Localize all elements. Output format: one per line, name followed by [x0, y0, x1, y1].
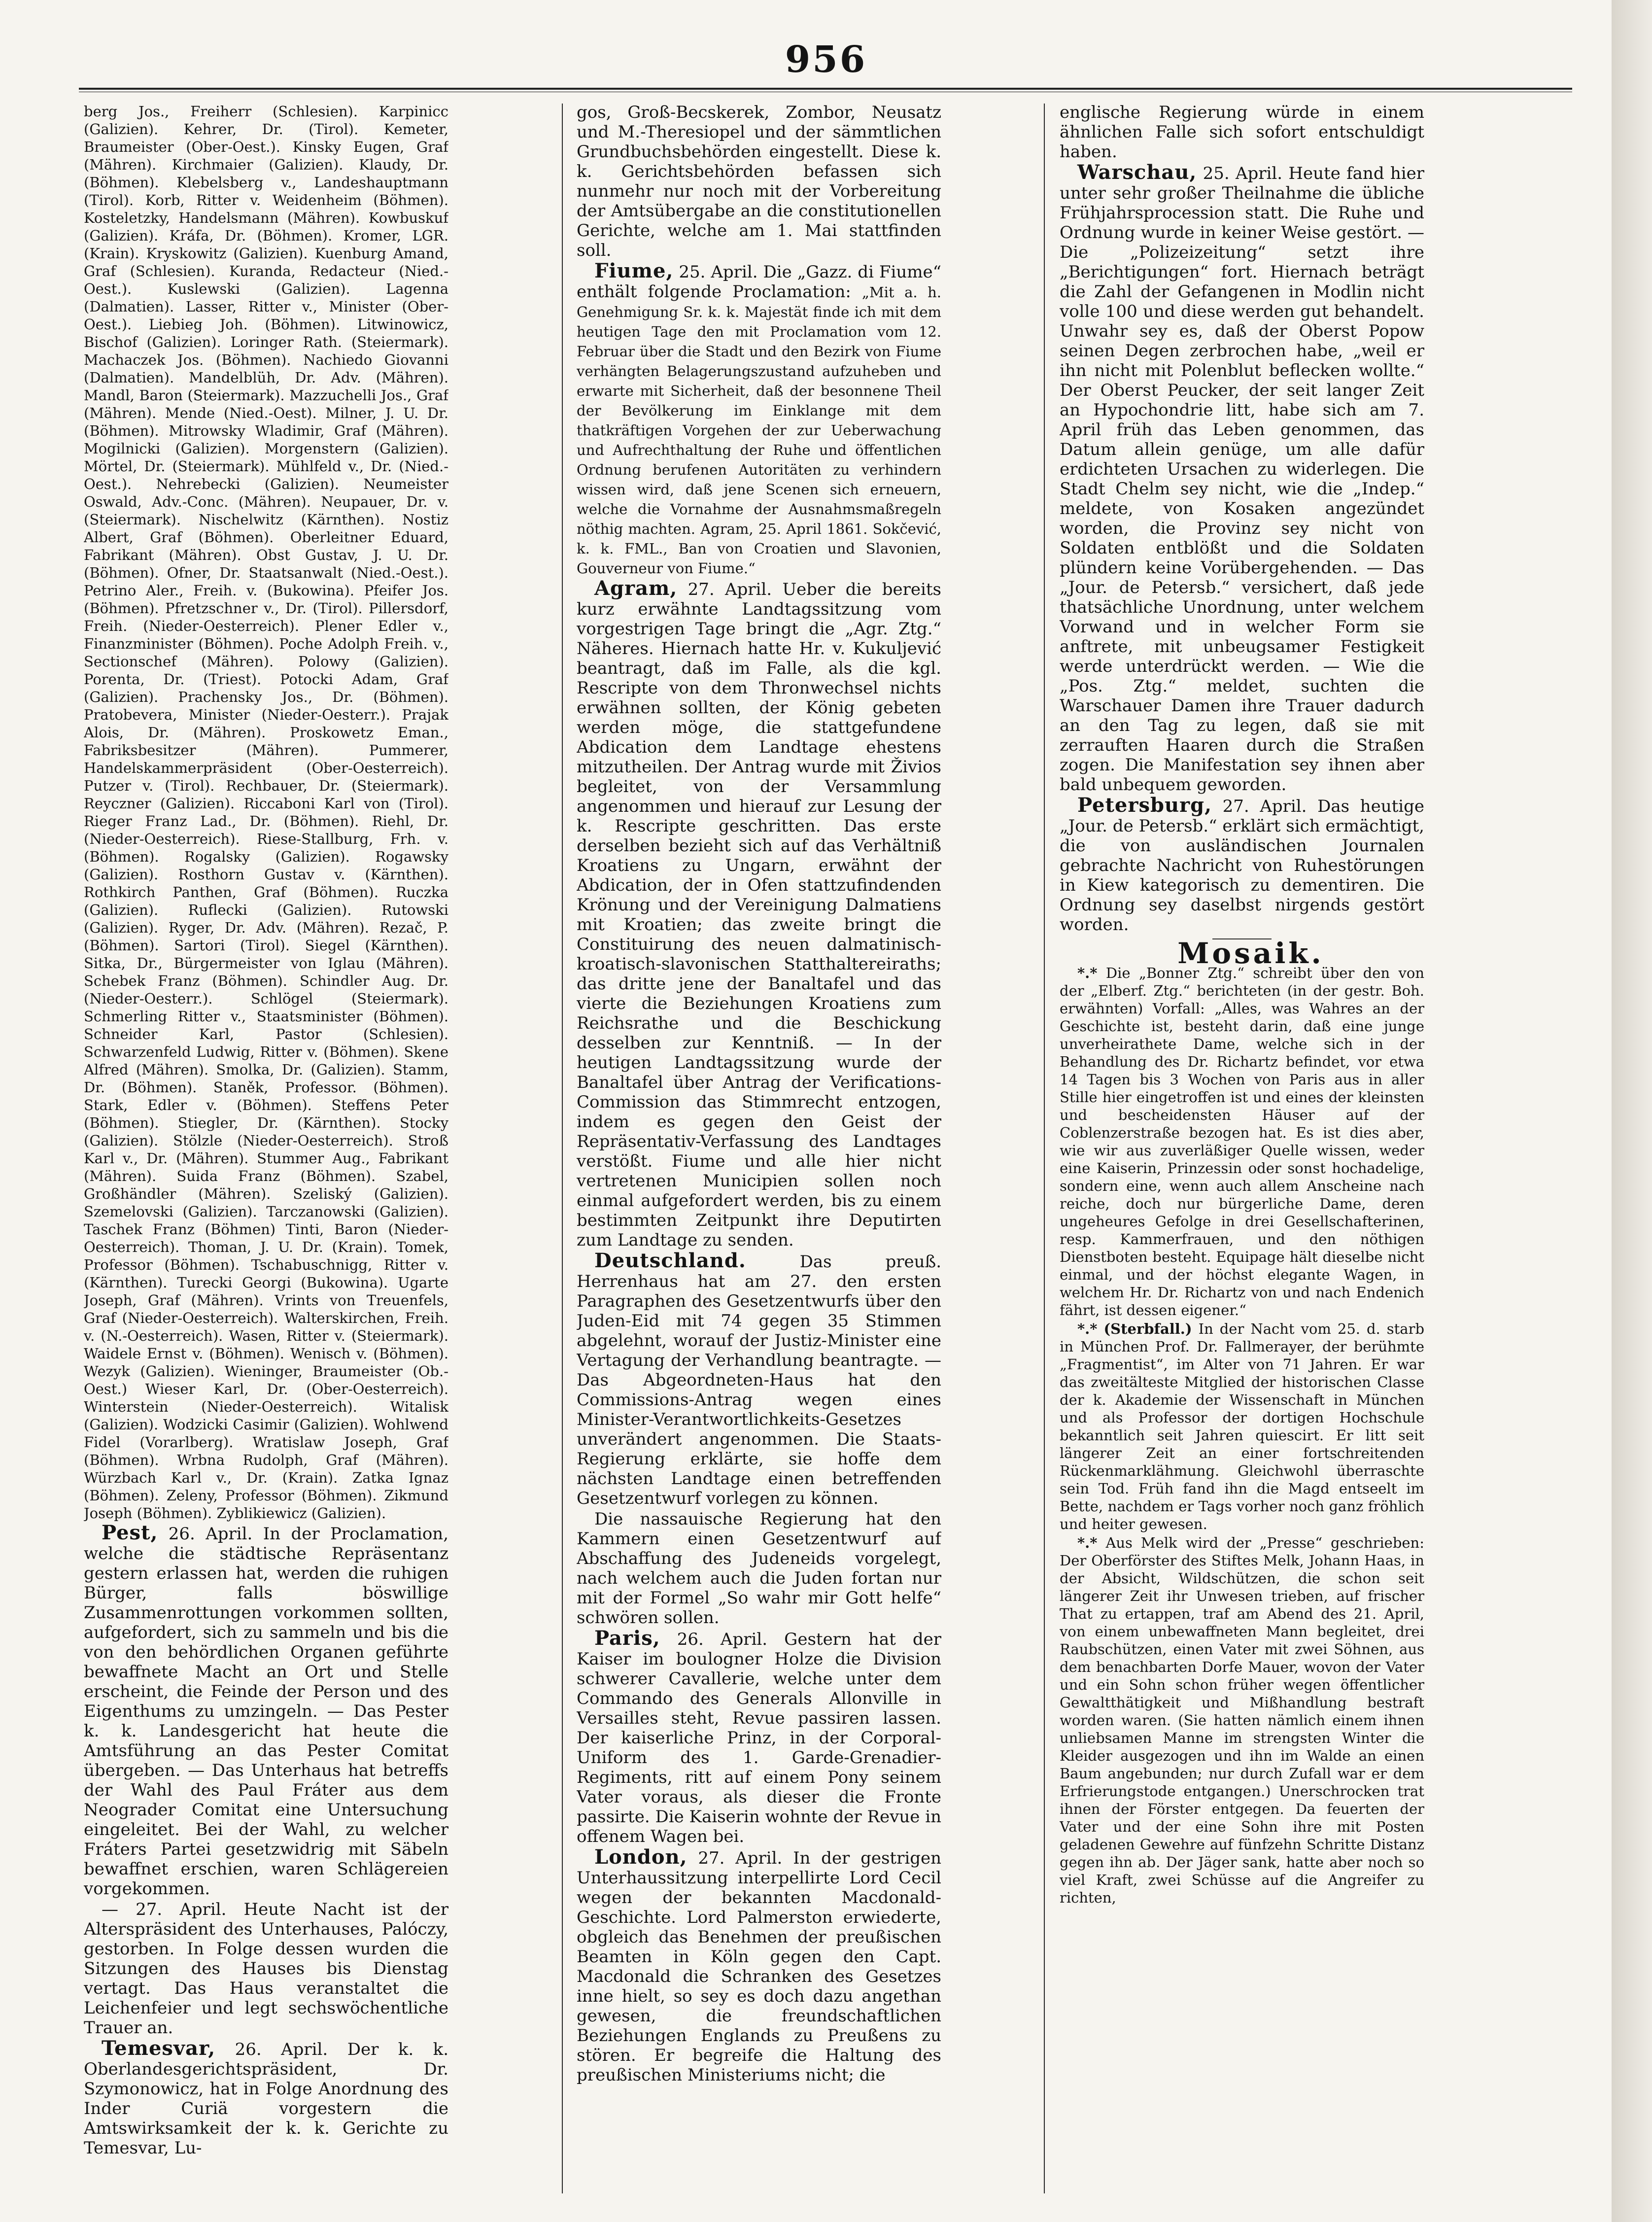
article-text: Ueber die bereits kurz erwähnte Landtagssitzung vom vorgestrigen Tage bringt die „Agr. Ztg.“ Näheres. Hiernach hatte Hr. v. Kukuljević beantragt, daß im Falle, als die kgl. Rescripte von dem Thronwechsel nichts erwähnen sollten, der König gebeten werden möge, die stattgefundene Abdication dem Landtage ehestens mitzutheilen. Der Antrag wurde mit Živios begleitet, von der Versammlung angenommen und hierauf zur Lesung der k. Rescripte geschritten. Das erste derselben bezieht sich auf das Verhältniß Kroatiens zu Ungarn, erwähnt der Abdication, der in Ofen stattzufindenden Krönung und der Vereinigung Dalmatiens mit Kroatien; das zweite bringt die Constituirung des neuen dalmatinisch-kroatisch-slavonischen Statthaltereiraths; das dritte jene der Banaltafel und das vierte die Beziehungen Kroatiens zum Reichsrathe und die Beschickung desselben zur Kenntniß. — In der heutigen Landtagssitzung wurde der Banaltafel über Antrag der Verifications-Commission das Stimmrecht entzogen, indem es gegen den Geist der Repräsentativ-Verfassung des Landtages verstößt. Fiume und alle hier nicht vertretenen Municipien sollen noch einmal aufgefordert werden, bis zu einem bestimmten Zeitpunkt ihre Deputirten zum Landtage zu senden.	[577, 580, 941, 1250]
article-text: Der k. k. Oberlandesgerichtspräsident, Dr. Szymonowicz, hat in Folge Anordnung des Inder Curiä vorgestern die Amtswirksamkeit der k. k. Gerichte zu Temesvar, Lu-	[84, 2040, 448, 2158]
article-text: Gestern hat der Kaiser im boulogner Holze die Division schwerer Cavallerie, welche unter dem Commando des Generals Allonville in Versailles steht, Revue passiren lassen. Der kaiserliche Prinz, in der Corporal-Uniform des 1. Garde-Grenadier-Regiments, ritt auf einem Pony seinem Vater voraus, als dieser die Fronte passirte. Die Kaiserin wohnte der Revue in offenem Wagen bei.	[577, 1630, 941, 1846]
article-melk	[1060, 1534, 1424, 1907]
dateline-place: London,	[594, 1845, 688, 1869]
dateline-date: 27. April.	[1222, 797, 1307, 816]
dateline-date: 27. April.	[698, 1848, 783, 1868]
article-text: Heute Nacht ist der Alterspräsident des Unterhauses, Palóczy, gestorben. In Folge dessen wurden die Sitzungen des Hauses bis Dienstag vertagt. Das Haus veranstaltet die Leichenfeier und legt sechswöchentliche Trauer an.	[84, 1900, 448, 2038]
article-continuation: englische Regierung würde in einem ähnlichen Falle sich sofort entschuldigt haben.	[1060, 103, 1424, 162]
article-text: In der gestrigen Unterhaussitzung interpellirte Lord Cecil wegen der bekannten Macdonald-Geschichte. Lord Palmerston erwiederte, obgleich das Benehmen der preußischen Beamten in Köln gegen den Capt. Macdonald die Schranken des Gesetzes inne hielt, so sey es doch dazu angethan gewesen, die freundschaftlichen Beziehungen Englands zu Preußens zu stören. Er begreife die Haltung des preußischen Ministeriums nicht; die	[577, 1848, 941, 2085]
dateline-place: Petersburg,	[1077, 794, 1212, 817]
deputies-list: berg Jos., Freiherr (Schlesien). Karpinicc (Galizien). Kehrer, Dr. (Tirol). Kemeter, Braumeister (Ober-Oest.). Kinsky Eugen, Graf (Mähren). Kirchmaier (Galizien). Klaudy, Dr. (Böhmen). Klebelsberg v., Landeshauptmann (Tirol). Korb, Ritter v. Weidenheim (Böhmen). Kosteletzky, Handelsmann (Mähren). Kowbuskuf (Galizien). Kráfa, Dr. (Böhmen). Kromer, LGR. (Krain). Kryskowitz (Galizien). Kuenburg Amand, Graf (Schlesien). Kuranda, Redacteur (Nied.-Oest.). Kuslewski (Galizien). Lagenna (Dalmatien). Lasser, Ritter v., Minister (Ober-Oest.). Liebieg Joh. (Böhmen). Litwinowicz, Bischof (Galizien). Loringer Rath. (Steiermark). Machaczek Jos. (Böhmen). Nachiedo Giovanni (Dalmatien). Mandelblüh, Dr. Adv. (Mähren). Mandl, Baron (Steiermark). Mazzuchelli Jos., Graf (Mähren). Mende (Nied.-Oest). Milner, J. U. Dr. (Böhmen). Mitrowsky Wladimir, Graf (Mähren). Mogilnicki (Galizien). Morgenstern (Galizien). Mörtel, Dr. (Steiermark). Mühlfeld v., Dr. (Nied.-Oest.). Nehrebecki (Galizien). Neumeister Oswald, Adv.-Conc. (Mähren). Neupauer, Dr. v. (Steiermark). Nischelwitz (Kärnthen). Nostiz Albert, Graf (Böhmen). Oberleitner Eduard, Fabrikant (Mähren). Obst Gustav, J. U. Dr. (Böhmen). Ofner, Dr. Staatsanwalt (Nied.-Oest.). Petrino Aler., Freih. v. (Bukowina). Pfeifer Jos. (Böhmen). Pfretzschner v., Dr. (Tirol). Pillersdorf, Freih. (Nieder-Oesterreich). Plener Edler v., Finanzminister (Böhmen). Poche Adolph Freih. v., Sectionschef (Mähren). Polowy (Galizien). Porenta, Dr. (Triest). Potocki Adam, Graf (Galizien). Prachensky Jos., Dr. (Böhmen). Pratobevera, Minister (Nieder-Oesterr.). Prajak Alois, Dr. (Mähren). Proskowetz Eman., Fabriksbesitzer (Mähren). Pummerer, Handelskammerpräsident (Ober-Oesterreich). Putzer v. (Tirol). Rechbauer, Dr. (Steiermark). Reyczner (Galizien). Riccaboni Karl von (Tirol). Rieger Franz Lad., Dr. (Böhmen). Riehl, Dr. (Nieder-Oesterreich). Riese-Stallburg, Frh. v. (Böhmen). Rogalsky (Galizien). Rogawsky (Galizien). Rosthorn Gustav v. (Kärnthen). Rothkirch Panthen, Graf (Böhmen). Ruczka (Galizien). Ruflecki (Galizien). Rutowski (Galizien). Ryger, Dr. Adv. (Mähren). Rezač, P. (Böhmen). Sartori (Tirol). Siegel (Kärnthen). Sitka, Dr., Bürgermeister von Iglau (Mähren). Schebek Franz (Böhmen). Schindler Aug. Dr. (Nieder-Oesterr.). Schlögel (Steiermark). Schmerling Ritter v., Staatsminister (Böhmen). Schneider Karl, Pastor (Schlesien). Schwarzenfeld Ludwig, Ritter v. (Böhmen). Skene Alfred (Mähren). Smolka, Dr. (Galizien). Stamm, Dr. (Böhmen). Staněk, Professor. (Böhmen). Stark, Edler v. (Böhmen). Steffens Peter (Böhmen). Stiegler, Dr. (Kärnthen). Stocky (Galizien). Stölzle (Nieder-Oesterreich). Stroß Karl v., Dr. (Mähren). Stummer Aug., Fabrikant (Mähren). Suida Franz (Böhmen). Szabel, Großhändler (Mähren). Szeliský (Galizien). Szemelovski (Galizien). Tarczanowski (Galizien). Taschek Franz (Böhmen) Tinti, Baron (Nieder-Oesterreich). Thoman, J. U. Dr. (Krain). Tomek, Professor (Böhmen). Tschabuschnigg, Ritter v. (Kärnthen). Turecki Georgi (Bukowina). Ugarte Joseph, Graf (Mähren). Vrints von Treuenfels, Graf (Nieder-Oesterreich). Walterskirchen, Freih. v. (N.-Oesterreich). Wasen, Ritter v. (Steiermark). Waidele Ernst v. (Böhmen). Wenisch v. (Böhmen). Wezyk (Galizien). Wieninger, Braumeister (Ob.-Oest.) Wieser Karl, Dr. (Ober-Oesterreich). Winterstein (Nieder-Oesterreich). Witalisk (Galizien). Wodzicki Casimir (Galizien). Wohlwend Fidel (Vorarlberg). Wratislaw Joseph, Graf (Böhmen). Wrbna Rudolph, Graf (Mähren). Würzbach Karl v., Dr. (Krain). Zatka Ignaz (Böhmen). Zeleny, Professor (Böhmen). Zikmund Joseph (Böhmen). Zyblikiewicz (Galizien).	[84, 103, 448, 1522]
article-nassau: Die nassauische Regierung hat den Kammern einen Gesetzentwurf auf Abschaffung des Judeneids vorgelegt, nach welchem auch die Juden fortan nur mit der Formel „So wahr mir Gott helfe“ schwören sollen.	[577, 1509, 941, 1628]
column-2	[577, 103, 941, 2197]
dateline-date: 26. April.	[235, 2040, 328, 2059]
article-continuation: gos, Groß-Becskerek, Zombor, Neusatz und M.-Theresiopel und der sämmtlichen Grundbuchsbehörden eingestellt. Diese k. k. Gerichtsbehörden befassen sich nunmehr nur noch mit der Vorbereitung der Amtsübergabe an die constitutionellen Gerichte, welche am 1. Mai stattfinden soll.	[577, 103, 941, 260]
article-pest	[84, 1523, 448, 1899]
column-separator	[1044, 104, 1045, 2193]
dateline-date: 25. April.	[679, 262, 758, 282]
article-label: (Sterbfall.)	[1103, 1320, 1192, 1337]
dateline-place: Pest,	[102, 1521, 158, 1544]
column-separator	[562, 104, 563, 2193]
article-text: Die „Gazz. di Fiume“ enthält folgende Proclamation:	[577, 262, 941, 302]
column-1	[84, 103, 448, 2197]
column-3	[1060, 103, 1424, 2197]
article-petersburg	[1060, 796, 1424, 935]
article-bonner	[1060, 964, 1424, 1319]
article-sterbfall	[1060, 1320, 1424, 1533]
dateline-place: Paris,	[594, 1627, 660, 1650]
article-paris	[577, 1629, 941, 1846]
article-text: In der Nacht vom 25. d. starb in München Prof. Dr. Fallmerayer, der berühmte „Fragmentist“, im Alter von 71 Jahren. Er war das zweitälteste Mitglied der historischen Classe der k. Akademie der Wissenschaft in München und als Professor der dortigen Hochschule bekanntlich seit Jahren quiescirt. Er litt seit längerer Zeit an einer fortschreitenden Rückenmarklähmung. Gleichwohl überraschte sein Tod. Früh fand ihn die Magd entseelt im Bette, nachdem er Tags vorher noch ganz fröhlich und heiter gewesen.	[1060, 1320, 1424, 1532]
dateline-place: Agram,	[594, 577, 678, 600]
dateline-place: Warschau,	[1077, 161, 1197, 184]
paragraph-mark: *.*	[1077, 1320, 1098, 1337]
article-temesvar	[84, 2039, 448, 2158]
header-rule	[79, 88, 1572, 90]
dateline-place: Temesvar,	[102, 2037, 216, 2060]
paragraph-mark: *.*	[1077, 1534, 1098, 1551]
dateline-date: — 27. April.	[102, 1900, 227, 1919]
proclamation-text: „Mit a. h. Genehmigung Sr. k. k. Majestät finde ich mit dem heutigen Tage den mit Proclamation vom 12. Februar über die Stadt und den Bezirk von Fiume verhängten Belagerungszustand aufzuheben und erwarte mit Sicherheit, daß der besonnene Theil der Bevölkerung im Einklange mit dem thatkräftigen Vorgehen der zur Ueberwachung und Aufrechthaltung der Ruhe und öffentlichen Ordnung berufenen Autoritäten zu verhindern wissen wird, daß jene Scenen sich erneuern, welche die Vornahme der Ausnahmsmaßregeln nöthig machten. Agram, 25. April 1861. Sokčević, k. k. FML., Ban von Croatien und Slavonien, Gouverneur von Fiume.“	[577, 284, 941, 577]
dateline-place: Deutschland.	[594, 1249, 746, 1272]
article-text: Heute fand hier unter sehr großer Theilnahme die übliche Frühjahrsprocession statt. Die Ruhe und Ordnung wurde in keiner Weise gestört. — Die „Polizeizeitung“ setzt ihre „Berichtigungen“ fort. Hiernach beträgt die Zahl der Gefangenen in Modlin nicht volle 100 und diese werden gut behandelt. Unwahr sey es, daß der Oberst Popow seinen Degen zerbrochen habe, „weil er ihn nicht mit Polenblut beflecken wollte.“ Der Oberst Peucker, der seit langer Zeit an Hypochondrie litt, habe sich am 7. April früh das Leben genommen, das Datum allein genüge, um alle dafür erdichteten Ursachen zu widerlegen. Die Stadt Chelm sey nicht, wie die „Indep.“ meldete, von Kosaken angezündet worden, die Provinz sey nicht von Soldaten entblößt und die Soldaten plündern keine Vorübergehenden. — Das „Jour. de Petersb.“ versichert, daß jede thatsächliche Unordnung, unter welchem Vorwand und in welcher Form sie anftrete, mit unbeugsamer Festigkeit werde unterdrückt werden. — Wie die „Pos. Ztg.“ meldet, suchten die Warschauer Damen ihre Trauer dadurch an den Tag zu legen, daß sie mit zerrauften Haaren durch die Straßen zogen. Die Manifestation sey ihnen aber bald unbequem geworden.	[1060, 164, 1424, 795]
page-number: 956	[785, 38, 867, 81]
dateline-date: 27. April.	[688, 580, 772, 599]
dateline-date: 25. April.	[1203, 164, 1283, 183]
article-agram	[577, 579, 941, 1250]
article-fiume	[577, 261, 941, 578]
dateline-date: 26. April.	[168, 1524, 253, 1544]
page-edge-shadow	[1612, 0, 1652, 2222]
article-deutschland	[577, 1251, 941, 1508]
article-text: Das heutige „Jour. de Petersb.“ erklärt sich ermächtigt, die von ausländischen Journalen gebrachte Nachricht von Ruhestörungen in Kiew kategorisch zu dementiren. Die Ordnung sey daselbst nirgends gestört worden.	[1060, 797, 1424, 935]
dateline-date: 26. April.	[677, 1630, 768, 1649]
article-text: Das preuß. Herrenhaus hat am 27. den ersten Paragraphen des Gesetzentwurfs über den Juden-Eid mit 74 gegen 35 Stimmen abgelehnt, worauf der Justiz-Minister eine Vertagung der Verhandlung beantragte. — Das Abgeordneten-Haus hat den Commissions-Antrag wegen eines Minister-Verantwortlichkeits-Gesetzes unverändert angenommen. Die Staats-Regierung erklärte, sie hoffe dem nächsten Landtage einen betreffenden Gesetzentwurf vorlegen zu können.	[577, 1252, 941, 1508]
article-text: Die „Bonner Ztg.“ schreibt über den von der „Elberf. Ztg.“ berichteten (in der gestr. Boh. erwähnten) Vorfall: „Alles, was Wahres an der Geschichte ist, besteht darin, daß eine junge unverheirathete Dame, welche sich in der Behandlung des Dr. Richartz befindet, vor etwa 14 Tagen bis 3 Wochen von Paris aus in aller Stille hier eingetroffen ist und eines der kleinsten und bescheidensten Häuser auf der Coblenzerstraße bezogen hat. Es ist dies aber, wie wir aus zuverläßiger Quelle wissen, weder eine Kaiserin, Prinzessin oder sonst hochadelige, sondern eine, wenn auch allem Anscheine nach reiche, doch nur bürgerliche Dame, deren ungeheures Gefolge in drei Gesellschafterinen, resp. Kammerfrauen, und den nöthigen Dienstboten besteht. Equipage hält dieselbe nicht einmal, und der höchst elegante Wagen, in welchem Hr. Dr. Richartz von und nach Endenich fährt, ist dessen eigener.“	[1060, 965, 1424, 1319]
article-london	[577, 1847, 941, 2085]
article-text: In der Proclamation, welche die städtische Repräsentanz gestern erlassen hat, werden die ruhigen Bürger, falls böswillige Zusammenrottungen vorkommen sollten, aufgefordert, sich zu sammeln und bis die von den behördlichen Organen geführte bewaffnete Macht an Ort und Stelle erscheint, die Feinde der Person und des Eigenthums zu umzingeln. — Das Pester k. k. Landesgericht hat heute die Amtsführung an das Pester Comitat übergeben. — Das Unterhaus hat betreffs der Wahl des Paul Fráter aus dem Neograder Comitat eine Untersuchung eingeleitet. Bei der Wahl, zu welcher Fráters Partei gesetzwidrig mit Säbeln bewaffnet erschien, waren Schlägereien vorgekommen.	[84, 1524, 448, 1899]
section-title-mosaik: Mosaik.	[1177, 937, 1324, 970]
article-warschau	[1060, 163, 1424, 795]
paragraph-mark: *.*	[1077, 965, 1098, 981]
article-text: Aus Melk wird der „Presse“ geschrieben: Der Oberförster des Stiftes Melk, Johann Haas, in der Absicht, Wildschützen, die schon seit längerer Zeit ihr Unwesen trieben, auf frischer That zu ertappen, traf am Abend des 21. April, von einem unbewaffneten Mann begleitet, drei Raubschützen, einen Vater mit zwei Söhnen, aus dem benachbarten Dorfe Mauer, wovon der Vater und ein Sohn schon früher wegen öffentlicher Gewaltthätigkeit und Mißhandlung bestraft worden waren. (Sie hatten nämlich einem ihnen unliebsamen Manne im strengsten Winter die Kleider ausgezogen und ihn im Walde an einen Baum angebunden; nur durch Zufall war er dem Erfrierungstode entgangen.) Unerschrocken trat ihnen der Förster entgegen. Da feuerten der Vater und der eine Sohn ihre mit Posten geladenen Gewehre auf fünfzehn Schritte Distanz gegen ihn ab. Der Jäger sank, hatte aber noch so viel Kraft, zwei Schüsse auf die Angreifer zu richten,	[1060, 1534, 1424, 1906]
article-pest-2	[84, 1900, 448, 2038]
dateline-place: Fiume,	[594, 259, 674, 282]
